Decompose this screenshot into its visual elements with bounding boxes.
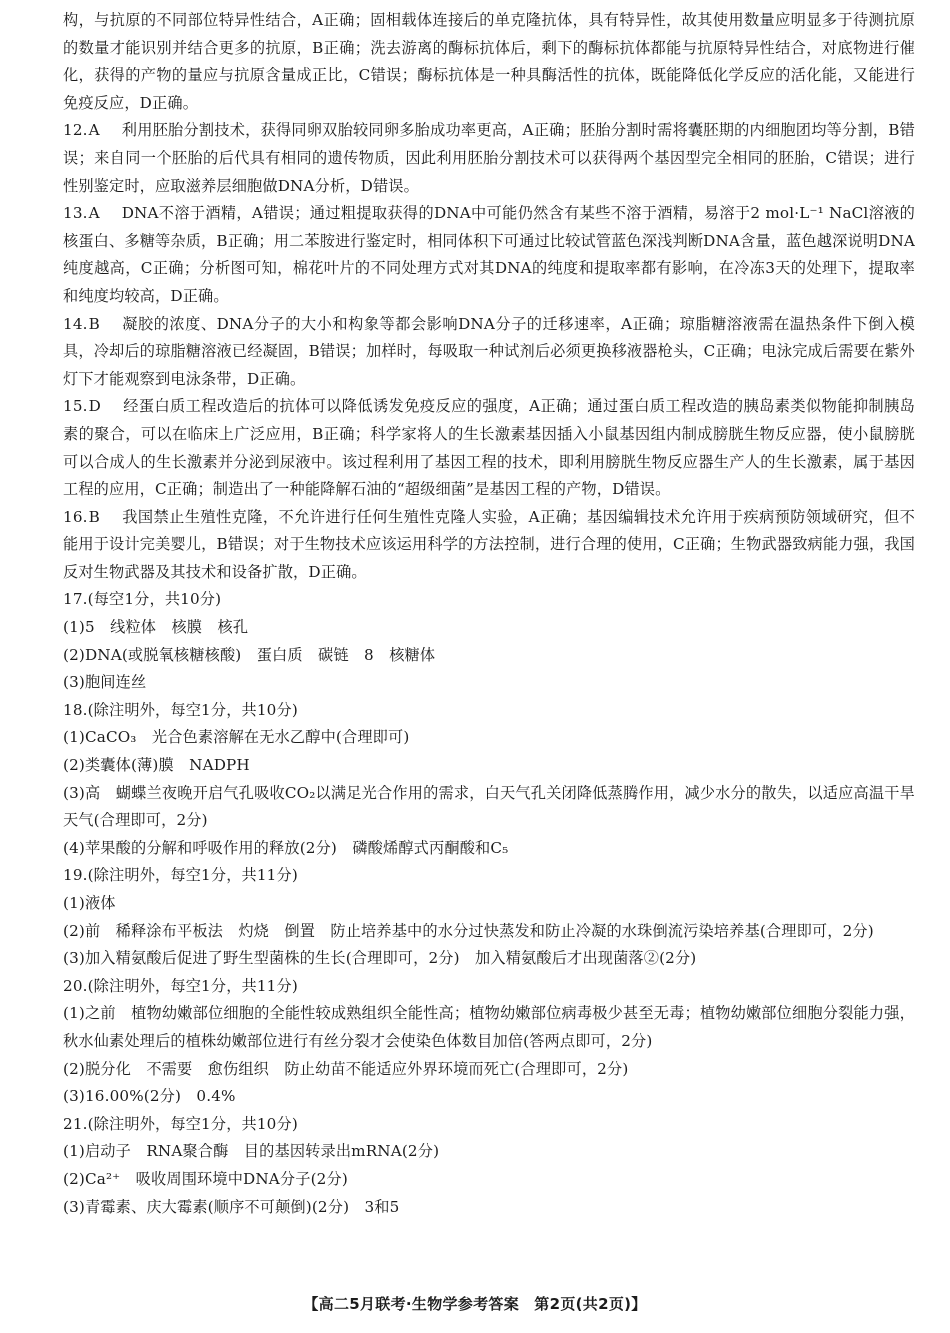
mc-item (63, 393, 915, 503)
question-header: 19.(除注明外，每空1分，共11分) (63, 866, 298, 885)
item-explanation: DNA不溶于酒精，A错误；通过粗提取获得的DNA中可能仍然含有某些不溶于酒精，易溶于2 mol·L⁻¹ NaCl溶液的核蛋白、多糖等杂质，B正确；用二苯胺进行鉴定时，相同体积下可通过比较试管蓝色深浅判断DNA含量，蓝色越深说明DNA纯度越高，C正确；分析图可知，棉花叶片的不同处理方式对其DNA的纯度和提取率都有影响，在冷冻3天的处理下，提取率和纯度均较高，D正确。 (63, 204, 915, 305)
sub-answer: (2)前 稀释涂布平板法 灼烧 倒置 防止培养基中的水分过快蒸发和防止冷凝的水珠倒流污染培养基(合理即可，2分) (63, 921, 874, 940)
question-header: 17.(每空1分，共10分) (63, 590, 222, 609)
sub-answer: (4)苹果酸的分解和呼吸作用的释放(2分) 磷酸烯醇式丙酮酸和C₅ (63, 838, 509, 857)
mc-item (63, 311, 915, 394)
question-header: 20.(除注明外，每空1分，共11分) (63, 976, 298, 995)
item-answer: A (88, 121, 100, 140)
question-header: 18.(除注明外，每空1分，共10分) (63, 700, 298, 719)
answer-content (63, 7, 915, 1221)
sub-answer: (3)胞间连丝 (63, 673, 147, 692)
sub-answer: (2)DNA(或脱氧核糖核酸) 蛋白质 碳链 8 核糖体 (63, 645, 436, 664)
item-explanation: 利用胚胎分割技术，获得同卵双胎较同卵多胎成功率更高，A正确；胚胎分割时需将囊胚期的内细胞团均等分割，B错误；来自同一个胚胎的后代具有相同的遗传物质，因此利用胚胎分割技术可以获得两个基因型完全相同的胚胎，C错误；进行性别鉴定时，应取滋养层细胞做DNA分析，D错误。 (63, 121, 915, 195)
mc-item (63, 117, 915, 200)
sub-answer: (1)CaCO₃ 光合色素溶解在无水乙醇中(合理即可) (63, 728, 410, 747)
sub-answer: (1)启动子 RNA聚合酶 目的基因转录出mRNA(2分) (63, 1142, 440, 1161)
multiple-choice-list (63, 117, 915, 586)
sub-answer: (2)Ca²⁺ 吸收周围环境中DNA分子(2分) (63, 1169, 348, 1188)
mc-item (63, 200, 915, 310)
item-number: 13. (63, 204, 88, 223)
item-number: 16. (63, 507, 88, 526)
item-number: 14. (63, 314, 88, 333)
item-answer: B (88, 507, 100, 526)
page-footer: 【高二5月联考·生物学参考答案 第2页(共2页)】 (303, 1295, 647, 1313)
item-explanation: 我国禁止生殖性克隆，不允许进行任何生殖性克隆人实验，A正确；基因编辑技术允许用于疾病预防领域研究，但不能用于设计完美婴儿，B错误；对于生物技术应该运用科学的方法控制，进行合理的使用，C正确；生物武器致病能力强，我国反对生物武器及其技术和设备扩散，D正确。 (63, 507, 915, 581)
item-answer: D (88, 397, 101, 416)
sub-answer: (2)类囊体(薄)膜 NADPH (63, 756, 250, 775)
item-answer: B (88, 314, 100, 333)
sub-answer: (1)之前 植物幼嫩部位细胞的全能性较成熟组织全能性高；植物幼嫩部位病毒极少甚至无毒；植物幼嫩部位细胞分裂能力强，秋水仙素处理后的植株幼嫩部位进行有丝分裂才会使染色体数目加倍(答两点即可，2分) (63, 1004, 915, 1050)
sub-answer: (3)高 蝴蝶兰夜晚开启气孔吸收CO₂以满足光合作用的需求，白天气孔关闭降低蒸腾作用，减少水分的散失，以适应高温干旱天气(合理即可，2分) (63, 783, 915, 830)
continuation-paragraph: 构，与抗原的不同部位特异性结合，A正确；固相载体连接后的单克隆抗体，具有特异性，故其使用数量应明显多于待测抗原的数量才能识别并结合更多的抗原，B正确；洗去游离的酶标抗体后，剩下的酶标抗体都能与抗原特异性结合，对底物进行催化，获得的产物的量应与抗原含量成正比，C错误；酶标抗体是一种具酶活性的抗体，既能降低化学反应的活化能，又能进行免疫反应，D正确。 (63, 11, 915, 112)
sub-answer: (2)脱分化 不需要 愈伤组织 防止幼苗不能适应外界环境而死亡(合理即可，2分) (63, 1059, 629, 1078)
question-header: 21.(除注明外，每空1分，共10分) (63, 1114, 298, 1133)
item-answer: A (88, 204, 100, 223)
item-number: 15. (63, 397, 88, 416)
sub-answer: (3)加入精氨酸后促进了野生型菌株的生长(合理即可，2分) 加入精氨酸后才出现菌落②(2分) (63, 949, 697, 968)
sub-answer: (1)5 线粒体 核膜 核孔 (63, 618, 249, 637)
item-explanation: 凝胶的浓度、DNA分子的大小和构象等都会影响DNA分子的迁移速率，A正确；琼脂糖溶液需在温热条件下倒入模具，冷却后的琼脂糖溶液已经凝固，B错误；加样时，每吸取一种试剂后必须更换移液器枪头，C正确；电泳完成后需要在紫外灯下才能观察到电泳条带，D正确。 (63, 314, 915, 388)
item-explanation: 经蛋白质工程改造后的抗体可以降低诱发免疫反应的强度，A正确；通过蛋白质工程改造的胰岛素类似物能抑制胰岛素的聚合，可以在临床上广泛应用，B正确；科学家将人的生长激素基因插入小鼠基因组内制成膀胱生物反应器，使小鼠膀胱可以合成人的生长激素并分泌到尿液中。该过程利用了基因工程的技术，即利用膀胱生物反应器生产人的生长激素，属于基因工程的应用，C正确；制造出了一种能降解石油的“超级细菌”是基因工程的产物，D错误。 (63, 397, 915, 499)
subjective-question-list (63, 586, 915, 1221)
mc-item (63, 504, 915, 587)
sub-answer: (3)青霉素、庆大霉素(顺序不可颠倒)(2分) 3和5 (63, 1197, 400, 1216)
sub-answer: (3)16.00%(2分) 0.4% (63, 1087, 236, 1106)
sub-answer: (1)液体 (63, 894, 116, 912)
item-number: 12. (63, 121, 88, 140)
